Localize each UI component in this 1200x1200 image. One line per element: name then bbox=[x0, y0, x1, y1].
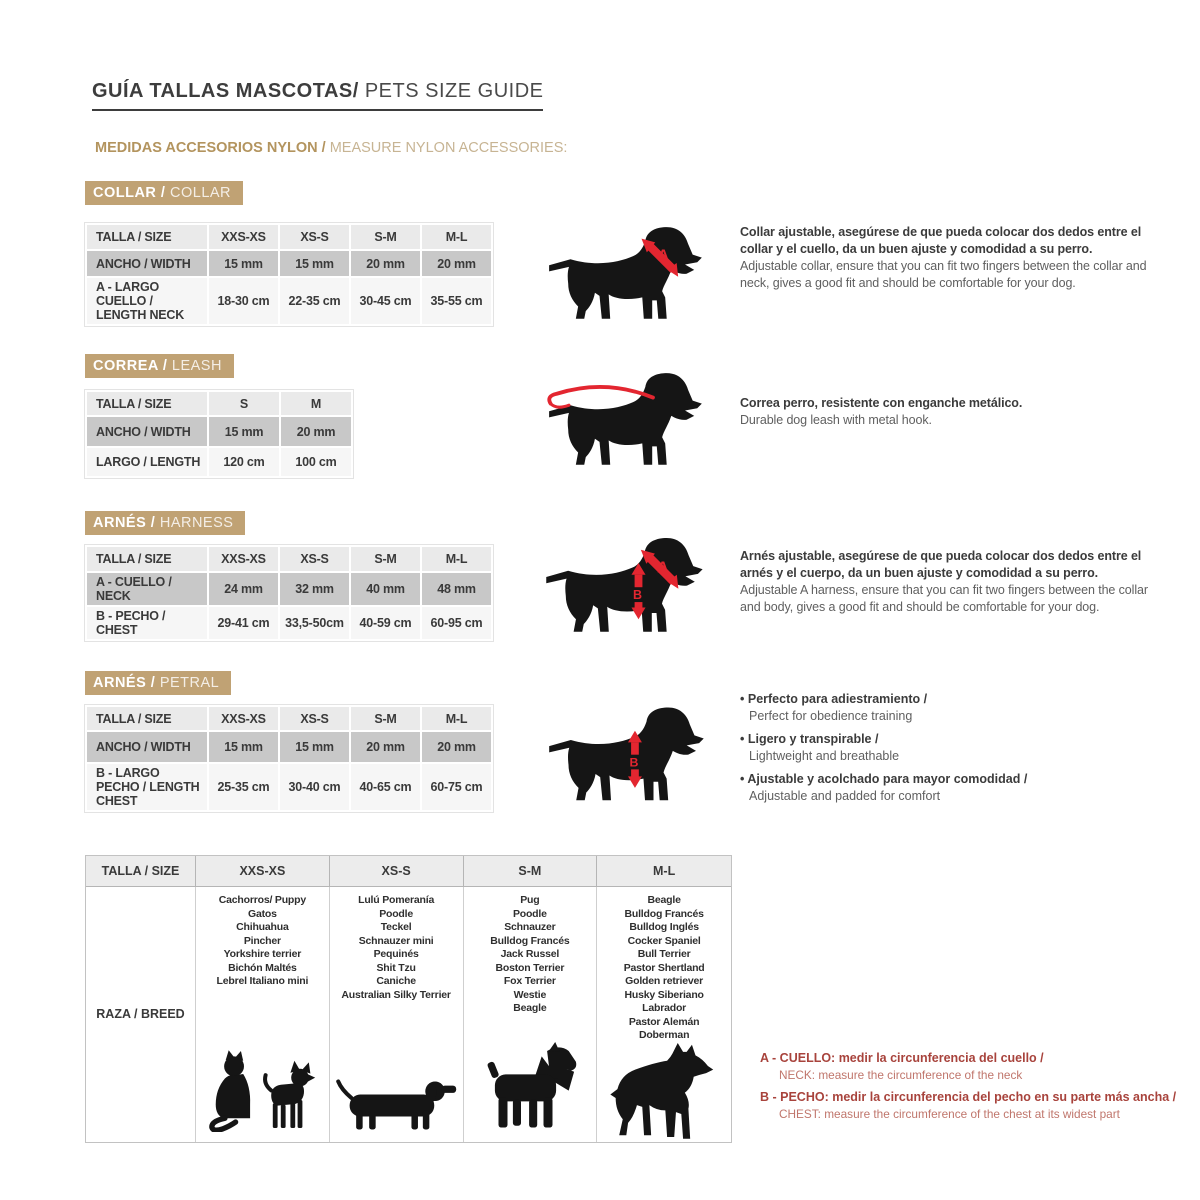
harness-badge-es: ARNÉS / bbox=[93, 515, 160, 531]
petral-bullet-es: • Ligero y transpirable / bbox=[740, 732, 879, 746]
harness-description bbox=[740, 548, 1155, 616]
collar-neck-value: 30-45 cm bbox=[350, 277, 421, 325]
collar-a-mark: A bbox=[657, 246, 670, 265]
breed-list-xxs-xs bbox=[217, 887, 309, 989]
breed-item: Bulldog Francés bbox=[490, 934, 570, 947]
harness-header-size: TALLA / SIZE bbox=[86, 546, 208, 572]
breed-item: Doberman bbox=[638, 1029, 690, 1041]
breed-header-size: TALLA / SIZE bbox=[86, 856, 196, 886]
leash-length-value: 120 cm bbox=[208, 447, 280, 477]
harness-neck-value: 40 mm bbox=[350, 572, 421, 606]
harness-b-mark: B bbox=[633, 587, 643, 602]
collar-width-label: ANCHO / WIDTH bbox=[86, 250, 208, 277]
collar-width-value: 20 mm bbox=[421, 250, 492, 277]
petral-width-label: ANCHO / WIDTH bbox=[86, 731, 208, 763]
breed-column-s-m bbox=[464, 887, 598, 1142]
breed-header-xxs: XXS-XS bbox=[196, 856, 330, 886]
leash-length-value: 100 cm bbox=[280, 447, 352, 477]
note-neck-en: NECK: measure the circumference of the neck bbox=[779, 1068, 1023, 1082]
harness-chest-value: 33,5-50cm bbox=[279, 606, 350, 640]
breed-item: Bulldog Inglés bbox=[629, 921, 699, 933]
petral-header-ml: M-L bbox=[421, 706, 492, 731]
leash-width-label: ANCHO / WIDTH bbox=[86, 416, 208, 447]
breed-item: Beagle bbox=[647, 894, 681, 906]
dachshund-icon bbox=[335, 1075, 457, 1132]
leash-length-label: LARGO / LENGTH bbox=[86, 447, 208, 477]
breed-item: Boston Terrier bbox=[495, 961, 565, 974]
breed-item: Lulú Pomeranía bbox=[358, 894, 435, 906]
harness-chest-value: 60-95 cm bbox=[421, 606, 492, 640]
petral-badge bbox=[85, 671, 231, 695]
breed-item: Teckel bbox=[380, 921, 412, 933]
breed-item: Pequinés bbox=[373, 948, 419, 960]
leash-badge-es: CORREA / bbox=[93, 358, 172, 374]
petral-bullet-es: • Perfecto para adiestramiento / bbox=[740, 692, 928, 706]
breed-item: Gatos bbox=[247, 907, 277, 920]
collar-size-table bbox=[85, 223, 493, 326]
petral-chest-value: 60-75 cm bbox=[421, 763, 492, 811]
breed-header-sm: S-M bbox=[464, 856, 598, 886]
harness-size-table bbox=[85, 545, 493, 641]
petral-chest-value: 25-35 cm bbox=[208, 763, 279, 811]
breed-item: Poodle bbox=[512, 907, 547, 920]
breed-table bbox=[85, 855, 732, 1143]
petral-bullet-en: Perfect for obedience training bbox=[749, 709, 913, 723]
breed-table-body bbox=[86, 887, 731, 1142]
breed-item: Pug bbox=[520, 894, 540, 906]
breed-item: Lebrel Italiano mini bbox=[216, 975, 309, 987]
breed-item: Yorkshire terrier bbox=[223, 948, 302, 960]
petral-badge-en: PETRAL bbox=[159, 675, 220, 691]
leash-size-table bbox=[85, 390, 353, 478]
note-neck-es: A - CUELLO: medir la circunferencia del cuello / bbox=[760, 1051, 1044, 1065]
petral-size-table bbox=[85, 705, 493, 812]
breed-item: Schnauzer mini bbox=[358, 934, 434, 947]
collar-width-value: 15 mm bbox=[208, 250, 279, 277]
collar-neck-label: A - LARGO CUELLO / LENGTH NECK bbox=[86, 277, 208, 325]
harness-neck-value: 32 mm bbox=[279, 572, 350, 606]
collar-badge-es: COLLAR / bbox=[93, 185, 170, 201]
leash-description-es: Correa perro, resistente con enganche metálico. bbox=[740, 396, 1023, 410]
breed-item: Pastor Alemán bbox=[628, 1015, 700, 1028]
breed-column-xxs-xs bbox=[196, 887, 330, 1142]
subtitle-es: MEDIDAS ACCESORIOS NYLON / bbox=[95, 140, 330, 156]
petral-width-value: 20 mm bbox=[421, 731, 492, 763]
harness-neck-value: 24 mm bbox=[208, 572, 279, 606]
breed-item: Schnauzer bbox=[504, 921, 556, 933]
measure-notes bbox=[760, 1050, 1180, 1128]
breed-item: Bull Terrier bbox=[637, 948, 691, 960]
breed-item: Poodle bbox=[379, 907, 414, 920]
breed-column-m-l bbox=[597, 887, 731, 1142]
collar-badge-en: COLLAR bbox=[170, 185, 232, 201]
petral-width-value: 15 mm bbox=[279, 731, 350, 763]
leash-badge bbox=[85, 354, 234, 378]
petral-chest-value: 40-65 cm bbox=[350, 763, 421, 811]
petral-bullets bbox=[740, 691, 1160, 805]
breed-list-m-l bbox=[624, 887, 705, 1043]
leash-header-s: S bbox=[208, 391, 280, 416]
collar-neck-value: 35-55 cm bbox=[421, 277, 492, 325]
petral-bullet-es: • Ajustable y acolchado para mayor comodidad / bbox=[740, 772, 1028, 786]
harness-header-ml: M-L bbox=[421, 546, 492, 572]
note-chest-es: B - PECHO: medir la circunferencia del pecho en su parte más ancha / bbox=[760, 1090, 1177, 1104]
petral-chest-value: 30-40 cm bbox=[279, 763, 350, 811]
harness-chest-value: 29-41 cm bbox=[208, 606, 279, 640]
harness-chest-value: 40-59 cm bbox=[350, 606, 421, 640]
petral-badge-es: ARNÉS / bbox=[93, 675, 160, 691]
breed-item: Beagle bbox=[513, 1002, 547, 1014]
leash-width-value: 20 mm bbox=[280, 416, 352, 447]
page-title-en: PETS SIZE GUIDE bbox=[358, 80, 544, 102]
leash-description-en: Durable dog leash with metal hook. bbox=[740, 413, 932, 427]
breed-item: Chihuahua bbox=[236, 921, 289, 933]
harness-a-mark: A bbox=[657, 559, 669, 577]
petral-header-size: TALLA / SIZE bbox=[86, 706, 208, 731]
subtitle bbox=[95, 140, 567, 156]
harness-header-sm: S-M bbox=[350, 546, 421, 572]
petral-header-xxs: XXS-XS bbox=[208, 706, 279, 731]
petral-dog-illustration bbox=[543, 698, 713, 816]
harness-chest-label: B - PECHO / CHEST bbox=[86, 606, 208, 640]
breed-row-label: RAZA / BREED bbox=[86, 887, 196, 1142]
breed-item: Westie bbox=[513, 988, 547, 1001]
breed-header-xs: XS-S bbox=[330, 856, 464, 886]
collar-header-xxs: XXS-XS bbox=[208, 224, 279, 250]
collar-neck-value: 22-35 cm bbox=[279, 277, 350, 325]
collar-width-value: 15 mm bbox=[279, 250, 350, 277]
collar-header-ml: M-L bbox=[421, 224, 492, 250]
collar-description-en: Adjustable collar, ensure that you can fit two fingers between the collar and neck, gives a good fit and should be comfortable for your dog. bbox=[740, 259, 1147, 290]
page-title-es: GUÍA TALLAS MASCOTAS/ bbox=[92, 80, 359, 102]
note-chest-en: CHEST: measure the circumference of the chest at its widest part bbox=[779, 1107, 1120, 1121]
breed-item: Bichón Maltés bbox=[228, 961, 297, 974]
breed-item: Fox Terrier bbox=[503, 975, 556, 987]
harness-badge bbox=[85, 511, 245, 535]
petral-width-value: 20 mm bbox=[350, 731, 421, 763]
collar-badge bbox=[85, 181, 243, 205]
breed-item: Jack Russel bbox=[500, 948, 560, 960]
leash-header-size: TALLA / SIZE bbox=[86, 391, 208, 416]
collar-header-sm: S-M bbox=[350, 224, 421, 250]
collar-header-size: TALLA / SIZE bbox=[86, 224, 208, 250]
harness-description-es: Arnés ajustable, asegúrese de que pueda colocar dos dedos entre el arnés y el cuerpo, da un buen ajuste y comodidad a su perro. bbox=[740, 549, 1142, 580]
page-title bbox=[92, 80, 543, 111]
schnauzer-icon bbox=[480, 1042, 580, 1132]
breed-item: Caniche bbox=[376, 975, 416, 987]
collar-header-xs: XS-S bbox=[279, 224, 350, 250]
collar-dog-illustration bbox=[543, 220, 711, 332]
harness-neck-value: 48 mm bbox=[421, 572, 492, 606]
harness-header-xs: XS-S bbox=[279, 546, 350, 572]
harness-badge-en: HARNESS bbox=[159, 515, 234, 531]
breed-item: Cocker Spaniel bbox=[627, 934, 701, 947]
breed-column-xs-s bbox=[330, 887, 464, 1142]
leash-width-value: 15 mm bbox=[208, 416, 280, 447]
breed-item: Pastor Shertland bbox=[623, 961, 705, 974]
leash-header-m: M bbox=[280, 391, 352, 416]
harness-neck-label: A - CUELLO / NECK bbox=[86, 572, 208, 606]
breed-item: Shit Tzu bbox=[376, 961, 416, 974]
breed-list-s-m bbox=[490, 887, 569, 1016]
petral-chest-label: B - LARGO PECHO / LENGTH CHEST bbox=[86, 763, 208, 811]
subtitle-en: MEASURE NYLON ACCESSORIES: bbox=[329, 140, 568, 156]
collar-description bbox=[740, 224, 1155, 292]
cat-and-chihuahua-icon bbox=[208, 1048, 316, 1132]
leash-description bbox=[740, 395, 1155, 429]
harness-description-en: Adjustable A harness, ensure that you can fit two fingers between the collar and body, gives a good fit and should be comfortable for your dog. bbox=[740, 583, 1148, 614]
breed-item: Bulldog Francés bbox=[624, 907, 704, 920]
collar-description-es: Collar ajustable, asegúrese de que pueda colocar dos dedos entre el collar y el cuello, da un buen ajuste y comodidad a su perro. bbox=[740, 225, 1142, 256]
doberman-icon bbox=[608, 1043, 720, 1145]
petral-width-value: 15 mm bbox=[208, 731, 279, 763]
breed-list-xs-s bbox=[341, 887, 450, 1002]
collar-width-value: 20 mm bbox=[350, 250, 421, 277]
harness-dog-illustration bbox=[540, 530, 712, 646]
petral-bullet-en: Lightweight and breathable bbox=[749, 749, 900, 763]
petral-header-xs: XS-S bbox=[279, 706, 350, 731]
breed-item: Cachorros/ Puppy bbox=[218, 894, 306, 906]
breed-item: Labrador bbox=[642, 1002, 687, 1014]
breed-item: Husky Siberiano bbox=[624, 988, 704, 1001]
breed-table-header bbox=[86, 856, 731, 887]
petral-b-mark: B bbox=[629, 755, 639, 770]
leash-badge-en: LEASH bbox=[171, 358, 222, 374]
breed-item: Australian Silky Terrier bbox=[341, 988, 451, 1001]
breed-item: Pincher bbox=[243, 934, 281, 947]
collar-neck-value: 18-30 cm bbox=[208, 277, 279, 325]
harness-header-xxs: XXS-XS bbox=[208, 546, 279, 572]
breed-header-ml: M-L bbox=[653, 864, 676, 878]
petral-header-sm: S-M bbox=[350, 706, 421, 731]
leash-dog-illustration bbox=[543, 366, 711, 478]
breed-item: Golden retriever bbox=[625, 975, 704, 987]
petral-bullet-en: Adjustable and padded for comfort bbox=[749, 789, 941, 803]
